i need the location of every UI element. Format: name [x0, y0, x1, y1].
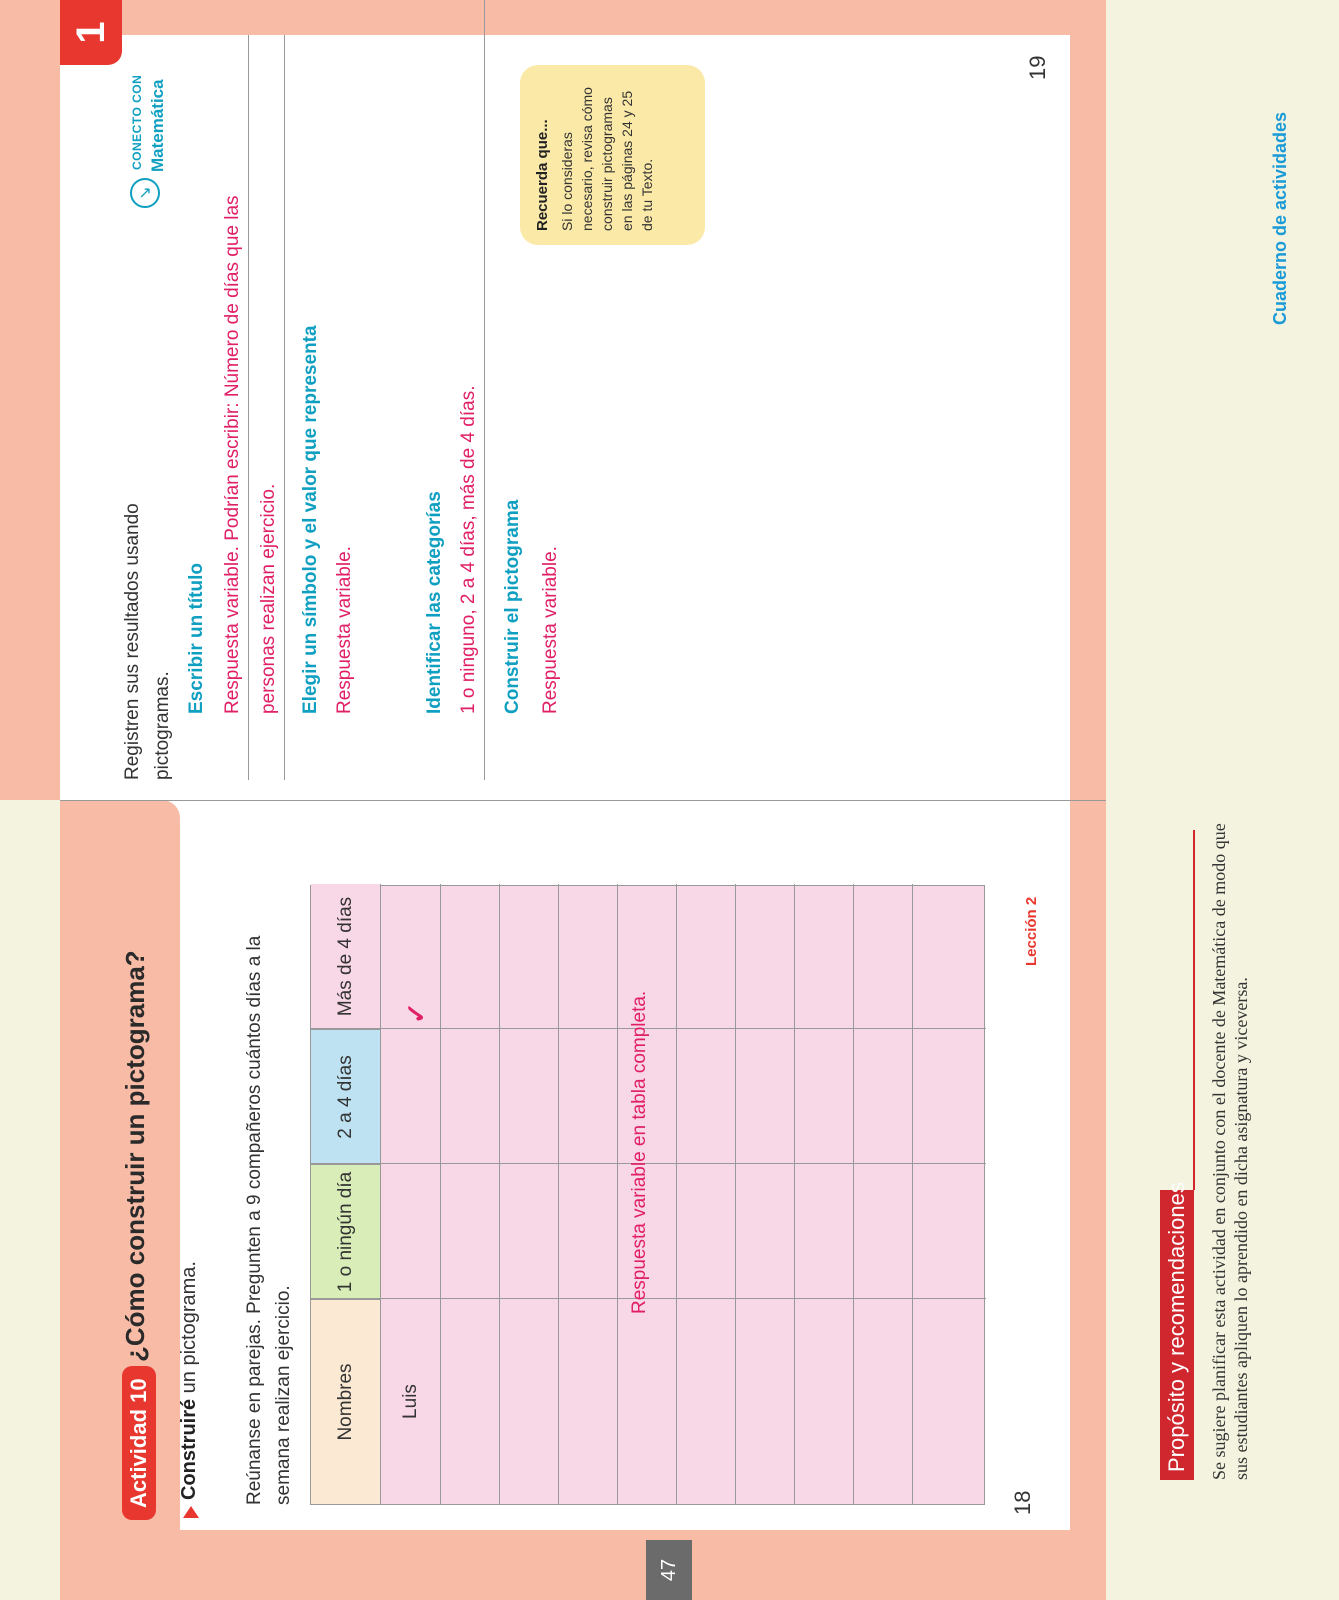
header-col-3: Más de 4 días: [311, 884, 381, 1029]
conecto-badge: [118, 60, 188, 210]
step-1-answer-line2: personas realizan ejercicio.: [258, 483, 279, 714]
survey-table: [310, 885, 985, 1505]
activity-label: Actividad 10: [122, 1366, 156, 1520]
page-badge: 47: [646, 1540, 692, 1600]
step-3-title: Identificar las categorías: [424, 491, 445, 714]
table-answer: Respuesta variable en tabla completa.: [629, 990, 650, 1314]
step-1-answer-line1: Respuesta variable. Podrían escribir: Número de días que las: [222, 195, 243, 714]
reminder-note: [520, 65, 705, 245]
conecto-label: CONECTO CON: [130, 74, 144, 170]
step-4-answer: Respuesta variable.: [540, 546, 561, 714]
step-2-title: Elegir un símbolo y el valor que representa: [300, 325, 321, 714]
reminder-body: Si lo consideras necesario, revisa cómo construir pictogramas en las páginas 24 y 25 de tu Texto.: [559, 87, 655, 231]
conecto-subject: Matemática: [148, 79, 167, 172]
header-col-1: 1 o ningún día: [311, 1164, 381, 1299]
step-3-answer: 1 o ninguno, 2 a 4 días, más de 4 días.: [458, 385, 479, 714]
page-number-right: 19: [1025, 55, 1050, 80]
step-1-title: Escribir un título: [186, 563, 207, 714]
reminder-title: Recuerda que...: [534, 119, 551, 231]
activity-instructions: Reúnanse en parejas. Pregunten a 9 compañeros cuántos días a la semana realizan ejercicio.: [244, 935, 294, 1505]
activity-goal: Construiré un pictograma.: [178, 1261, 200, 1500]
step-2-answer: Respuesta variable.: [334, 546, 355, 714]
header-col-2: 2 a 4 días: [311, 1029, 381, 1164]
arrow-icon: [183, 1506, 199, 1518]
table-cell-name: Luis: [399, 1384, 421, 1419]
step-4-title: Construir el pictograma: [502, 499, 523, 714]
activity-title: ¿Cómo construir un pictograma?: [120, 950, 150, 1362]
right-intro-line1: Registren sus resultados usando: [122, 503, 143, 780]
header-names: Nombres: [311, 1299, 381, 1504]
section-title: Propósito y recomendaciones: [1160, 1190, 1194, 1480]
unit-tab: 1: [60, 0, 122, 65]
right-intro-line2: pictogramas.: [152, 671, 173, 780]
check-icon: ✓: [401, 1002, 431, 1024]
connect-icon: ↘: [130, 178, 160, 208]
lesson-label: Lección 2: [1023, 896, 1040, 966]
section-text: Se sugiere planificar esta actividad en conjunto con el docente de Matemática de modo que sus estudiantes apliquen lo aprendido en dicha asignatura y viceversa.: [1209, 823, 1251, 1480]
spine-divider: [60, 800, 1106, 801]
section-rule: [1193, 830, 1195, 1190]
footer-label: Cuaderno de actividades: [1270, 111, 1290, 325]
page-number-left: 18: [1010, 1490, 1035, 1515]
